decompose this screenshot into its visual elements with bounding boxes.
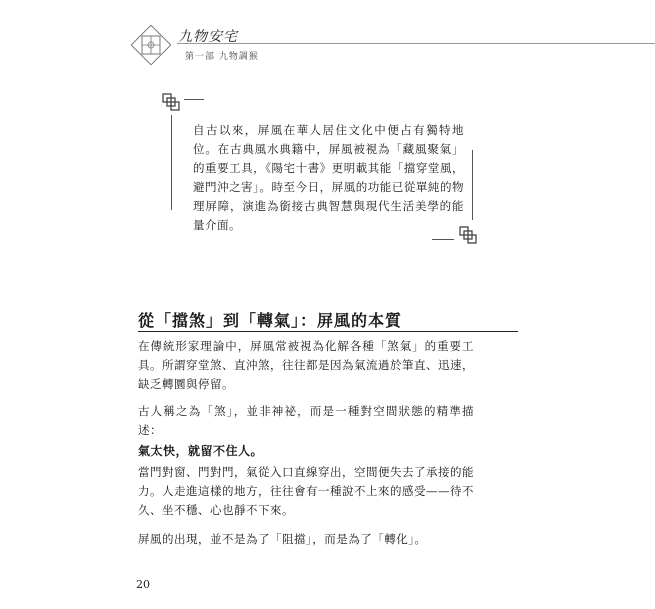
knot-ornament-top-left-icon — [160, 91, 184, 115]
header-rule — [177, 43, 655, 44]
section-heading: 從「擋煞」到「轉氣」：屏風的本質 — [138, 311, 403, 330]
quote-rule-top — [184, 99, 204, 100]
quote-rule-right — [472, 150, 473, 220]
part-title: 第一部 九物調猴 — [185, 52, 259, 62]
body-paragraph-4: 屏風的出現，並不是為了「阻擋」，而是為了「轉化」。 — [138, 532, 427, 546]
quote-rule-left — [171, 115, 172, 210]
body-paragraph-emphasis: 氣太快，就留不住人。 — [138, 444, 264, 458]
lattice-emblem-icon — [131, 25, 171, 65]
book-title: 九物安宅 — [178, 29, 238, 45]
page-number: 20 — [136, 578, 150, 591]
body-paragraph-3: 當門對窗、門對門，氣從入口直線穿出，空間便失去了承接的能力。人走進這樣的地方，往往會有一種說不上來的感受——待不久、坐不穩、心也靜不下來。 — [138, 465, 474, 517]
quote-rule-bottom — [432, 239, 454, 240]
section-rule — [138, 331, 518, 332]
body-paragraph-2: 古人稱之為「煞」，並非神祕，而是一種對空間狀態的精準描述： — [138, 404, 474, 437]
body-paragraph-1: 在傳統形家理論中，屏風常被視為化解各種「煞氣」的重要工具。所謂穿堂煞、直沖煞，往往都是因為氣流過於筆直、迅速，缺乏轉圜與停留。 — [138, 339, 474, 391]
intro-quote: 自古以來，屏風在華人居住文化中便占有獨特地位。在古典風水典籍中，屏風被視為「藏風聚氣」的重要工具，《陽宅十書》更明載其能「擋穿堂風，避門沖之害」。時至今日，屏風的功能已從單純的物理屏障，演進為銜接古典智慧與現代生活美學的能量介面。 — [193, 123, 464, 232]
